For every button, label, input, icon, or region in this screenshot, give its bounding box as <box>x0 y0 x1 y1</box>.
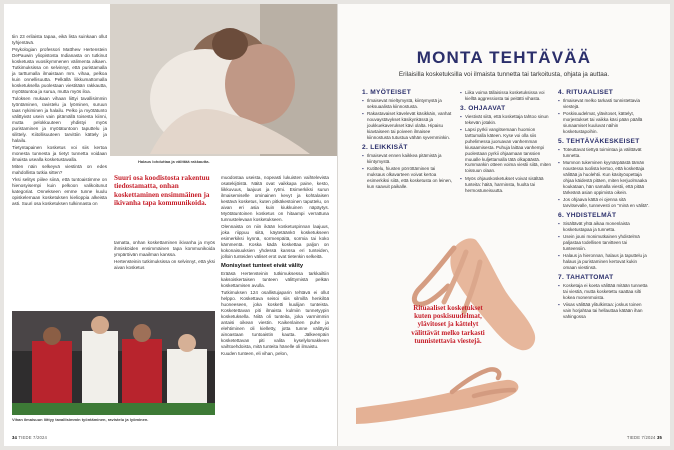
right-page <box>338 4 670 446</box>
section-list <box>558 98 650 135</box>
right-column-3 <box>558 86 650 321</box>
paragraph: Olennaista on niin ikään kosketuspinnan laajuus, joka riippuu siitä, käytetäänkö kosketukseen esimerkiksi kynnä, sormenpäitä, sormia tai koko kämmentä. Koska kädä koskettaa paljon on kokonaisuuksien yhdessä kanssa eri tunteiden, jolloin tunteiden väliset erot ovat tietenkin selkeitä. <box>221 224 329 259</box>
list-item: ▪ Toteuttavat tiettyä toimintaa ja välittävät tunnetta. <box>558 147 650 159</box>
list-item: ▪ Kosketaja ei koeta välittää mitään tunnetta tai viestiä, mutta kosketettu saattaa silti kokea monenmoista. <box>558 283 650 301</box>
football-photo <box>12 311 215 415</box>
feature-subtitle: Erilaisilla kosketuksilla voi ilmaista tunnetta tai tarkoitusta, ohjata ja auttaa. <box>398 71 610 78</box>
list-item: ▪ Jos ohjaava kättä ei ojenna sitä tarvitsevalle, tunnevesti on "minä en välitä". <box>558 197 650 209</box>
list-item: ▪ Rakastavaiset kävelevät käsikkäin, vanhat nouvaystävykset käsikynkässä ja joukkuekaverukset kävi olalta. Hipaisu kiavtaiseen tai poiveen ilmaisee kiinnostusta tutustua vähän syvemminkin. <box>362 111 454 141</box>
list-item: ▪ Kutittelu, hiusten pörröttäminen tai muksaus olkavarteen voivat kertoa esimerkiksi siitä, että kosketusta on leinen, kun saavuit paikalle. <box>362 166 454 190</box>
section-list <box>460 114 552 194</box>
section-heading: 7. TAHATTOMAT <box>558 273 614 281</box>
section-subhead: Monisyiset tunteet eivät välity <box>221 263 304 269</box>
paragraph: muodostaa useista, nopeasti lukuisten vaihtelevista osatekijöistä. Näitä ovat vaikkapa paine, kesto, liikkuvuus, laajuus ja rytmi. Esimerkiksi surun ilmaisemiselle ominainen kevyt ja kohtalaisen kestävä kosketus, kuten pitkäkestoinen taputtelu, on aivan eri asia kuin kiukkuinen näpäytys. Myötätuntoinen kosketus on hitaampi verrattuna tunnustelevaan kosketukseen. <box>221 175 329 222</box>
paragraph: Tutkimuksen 124 osallistujaparin tehtävä ei ollut helppo. Koskettava seisoi siis silmillä henkilöä huoneeseen, joka kosketti kuulijan tunteista. Kosketettavan piti ilmaista kulmiin tunnetyypin kosketuksella. Niitä oli tunteita, joka varmimmin antaisi oikean viestin. Kaikenlainen puhe ja elehtiminen oli kielletty, jotta tunne välittyisi ainoastaan tuntoaistin kautta. Jälkeenpäin kosketettavan piti valita kyselylomakkeen vaihtoehdoista, mitä tunteita hänelle oli ilmaistu. <box>221 290 329 349</box>
page-number: 34 <box>12 435 18 440</box>
paragraph: Hertensteinin tutkimuksissa on selvinnyt, että yksi aivan kosketus <box>114 259 215 270</box>
football-illustration <box>12 311 215 415</box>
photo-caption-top: Halaus lohduttaa ja välittää rakkautta. <box>138 159 210 164</box>
section-list <box>362 153 454 190</box>
paragraph: Tietyntapainen kosketus voi siis kertoa monesta tunnesta ja tietyt tunnetta voidaan ilmaista usealla kosketustavalla. <box>12 145 107 162</box>
feature-title: MONTA TEHTÄVÄÄ <box>416 48 592 67</box>
right-column-2 <box>460 86 552 195</box>
paragraph: Tuloksen mukaan vihaan liittyi tavallisimmin työntäminen, ravistelu ja lyöminen, suruun taas nykiminen ja halailu. Pelko ja myötätunto välittyivät usein vain pitämällä toisesta kiinni, mutta pelokkuuteen yhdistyi myös puristaminen ja myötätuntoon taputtelu ja silittely. Kiitollisuuteen tarvittiin kättely ja halailu. <box>12 96 107 143</box>
paragraph: Psykologian professori Matthew Hertenstein DePauwin yliopistosta Indianasta on tutkinut kosketusta vuosikymmenen välimenta alkaen. Tutkimuksissa on selvinnyt, että puristamalla ja tarttumalla ilmaistaan mm. vihaa, pelkoa kuin onnellisuutta. Pelkällä liikkumattomalla kosketuksella puolestaan viestitään rakkautta, myötätuntoa ja surua, mutta myös iloa. <box>12 47 107 94</box>
section-heading: 2. LEIKKISÄT <box>362 143 408 151</box>
right-column-1 <box>362 86 454 191</box>
list-item: ▪ Poskisuudelmat, ylävitoset, kättelyt, morjestukset tai vaikka käsi pään päällä siunaamiset kuuluvat näihin kosketustapoihin. <box>558 111 650 135</box>
paragraph: Erääsä Hertensteinin tutkimuksessa tarkkailtiin kaksoiskertaisen tunteen välittymistä pelkän koskettamisen avulla. <box>221 271 329 288</box>
section-list <box>460 90 552 102</box>
section-heading: 6. YHDISTELMÄT <box>558 211 617 219</box>
list-item: ▪ Sisältävät yhtä aikaa monenlaista kosketustapaa ja tunnetta. <box>558 221 650 233</box>
page-folio-left <box>12 435 47 440</box>
list-item: ▪ Viisas välittää ylitulkintaa: joskus toinen vain horjahtaa tai hellauttaa kätään ihan vahingossa <box>558 302 650 320</box>
section-list <box>558 147 650 209</box>
section-heading: 4. RITUAALISET <box>558 89 614 96</box>
paragraph: Kuuden tunteen, eli vihan, pelon, <box>221 351 288 356</box>
list-item: ▪ Myös ohjauskosketukset voivat sisältää tunteita: häitä, harminsta, huolta tai hermostuneisuutta. <box>460 176 552 194</box>
magazine-issue: TIEDE 7/2024 <box>626 435 656 440</box>
magazine-issue: TIEDE 7/2024 <box>18 435 48 440</box>
list-item: ▪ Viestivät siitä, että koskettaja tahtoo sinun tekevän jotakin. <box>460 114 552 126</box>
photo-caption-bottom: Vihan ilmaisuun liittyy tavallisimmin työntäminen, ravistelu ja lyöminen. <box>12 417 149 422</box>
left-page <box>4 4 337 446</box>
paragraph: tamatta, onhan koskettaminen ikivanha ja myös ihmisköiden ensimmäinen tapa kommunikoida ympäröivän maailman kanssa. <box>114 240 215 257</box>
list-item: ▪ Ilmaisevat ennen kaikkea pitämistä ja kiintymystä. <box>362 153 454 165</box>
left-column-1 <box>12 34 107 208</box>
pull-quote: Suuri osa koodistosta rakentuu tiedostamatta, onhan koskettaminen ensimmäinen ja ikivanha tapa kommunikoida. <box>114 174 210 208</box>
section-heading: 3. OHJAAVAT <box>460 104 506 112</box>
paragraph: Miten näin selkeyvä viestintä on edes mahdollista tutkia sitten? <box>12 164 107 175</box>
section-heading: 1. MYÖTEISET <box>362 89 412 96</box>
section-list <box>558 221 650 271</box>
page-folio-right <box>627 435 662 440</box>
left-column-3 <box>221 175 329 358</box>
page-number: 35 <box>656 435 662 440</box>
paragraph: tiin 23 erilaista tapaa, eikä lista suinkaan ollut tyhjentävä. <box>12 34 107 45</box>
section-list <box>558 283 650 320</box>
list-item: ▪ Halaus ja hieronnan, halaus ja taputtelu ja halaus ja puristaminen kertovat kukin omaan viestinsä. <box>558 253 650 271</box>
hug-illustration <box>110 4 337 156</box>
section-heading: 5. TEHTÄVÄKESKEISET <box>558 137 640 145</box>
hug-photo <box>110 4 337 156</box>
list-item: ▪ Usein jouni monimutkainen yhdistelmä paljastaa todellisen tarvitteen tai tunteensiin. <box>558 234 650 252</box>
pull-quote: Rituaaliset kosketukset kuten poskisuudelmat, ylävitoset ja kättelyt välittävät melko tarkasti tunnistettavia viestejä. <box>411 304 485 345</box>
list-item: ▪ Mumnon tukeminen kyynärpäästä tämän noustessa tuolista kertoo, että koskettaja välittää ja huolehtii. Kun käsityöopettaja ohjaa käidestä pitäen, miten kerjuolmaaka koukataan, hän samalla viestii, että pitää tärkeänä asian oppimista oikein. <box>558 160 650 195</box>
list-item: ▪ Ilmaisevat melko tarkasti tunnistettavia viestejä. <box>558 98 650 110</box>
section-list <box>362 98 454 141</box>
list-item: ▪ Lapsi pyrkii vangitsemaan huomion tarttumalla käteen. Kyse voi olla siis puhelimessa juoruavan vanhemman kiusaamisesta. Puhuja laittaa vanhempi puolestaan pyrkii ohjaamaan tanssien muualle kuljettamalla tätä olkapäästä. Kummankin otteen voima viestii siitä, miten toissuun olaan. <box>460 127 552 174</box>
list-item: ▪ Liika voima tällaisissa kosketuksissa voi kielltä aggressiosta tai peitätti vihasta. <box>460 90 552 102</box>
list-item: ▪ Ilmaisevat mieltymystä, kiintymystä ja seksuaalista kiinnostusta. <box>362 98 454 110</box>
left-column-2 <box>114 240 215 272</box>
paragraph: Yksi selitys piilee siinä, että tuntoaistimme on hienosyisempi kuin pelkoon valikoitunut kategoriat. Onnekseen emme tunne kuulu opiskelemaan kosketuksen kielioppia alkeista asti. Suuri osa kosketuksen tulkinnasta on <box>12 177 107 206</box>
